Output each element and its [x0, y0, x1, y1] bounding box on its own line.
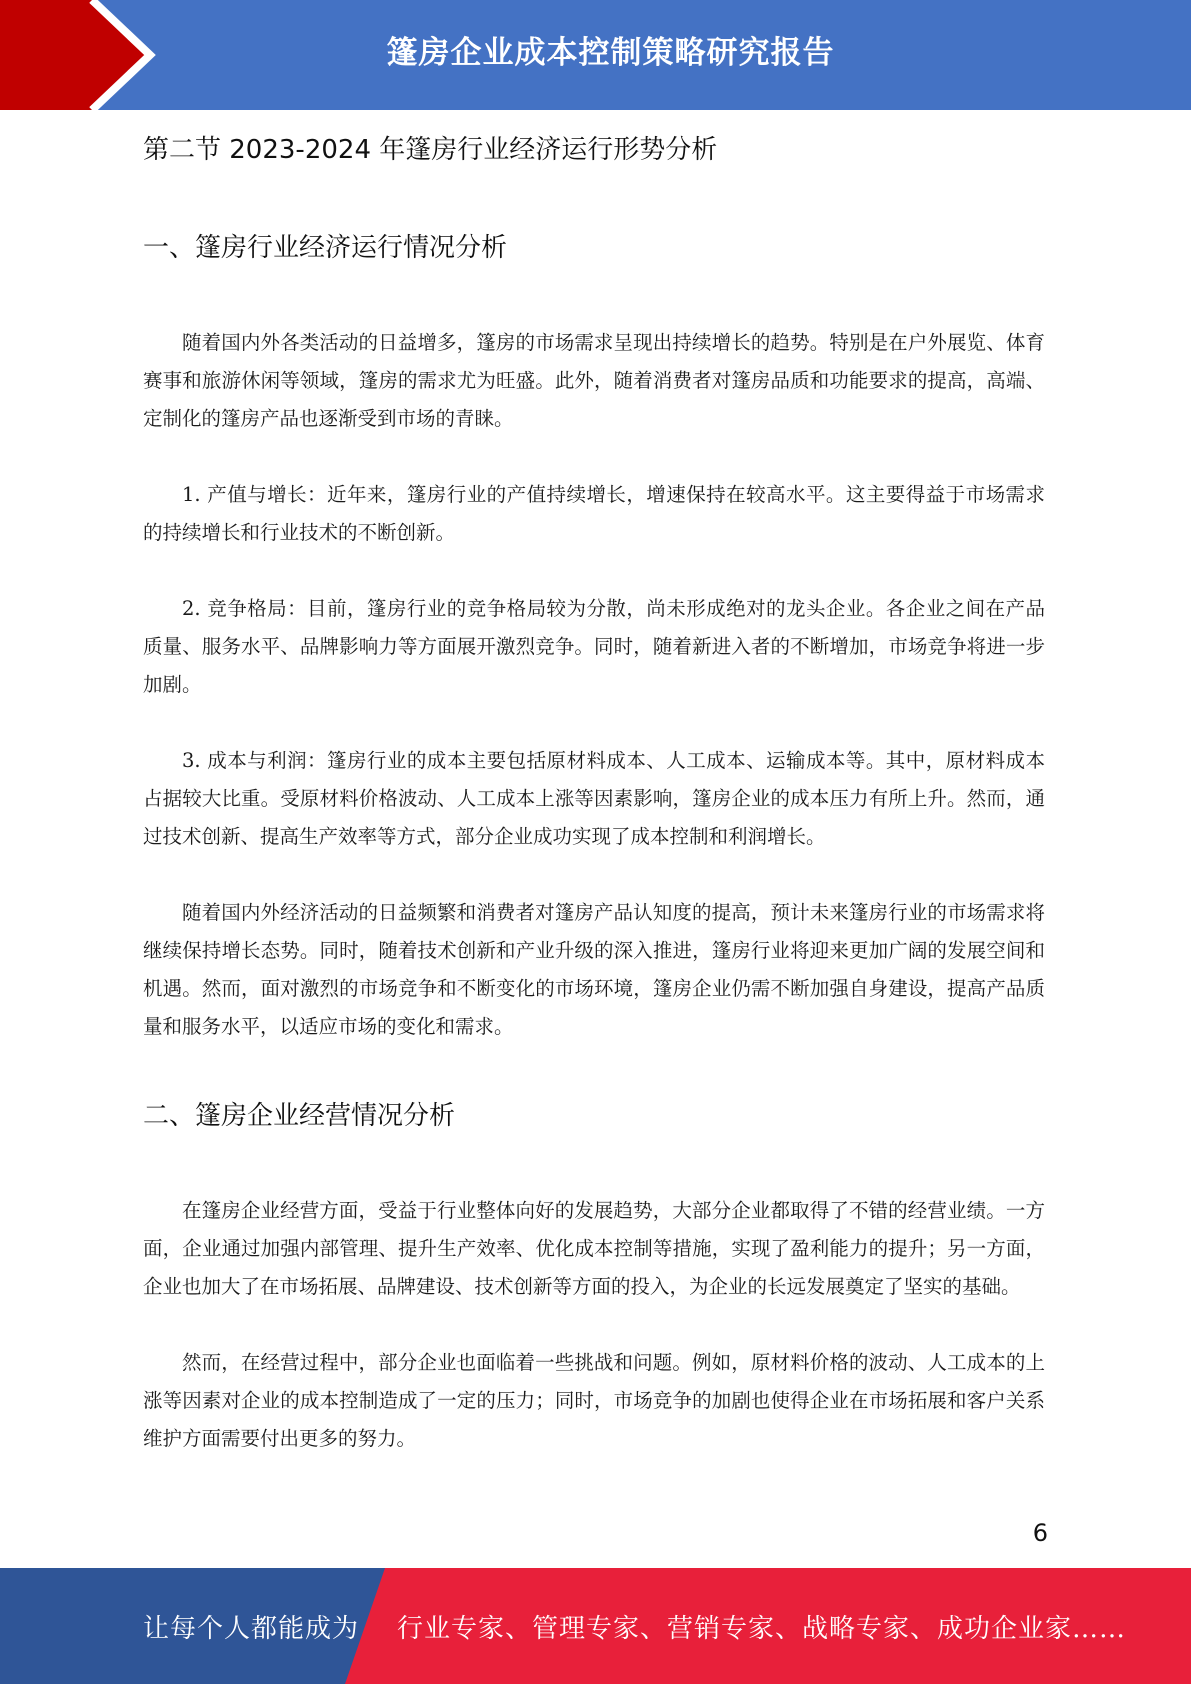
paragraph: 2. 竞争格局：目前，篷房行业的竞争格局较为分散，尚未形成绝对的龙头企业。各企业之间在产品质量、服务水平、品牌影响力等方面展开激烈竞争。同时，随着新进入者的不断增加，市场竞争将进一步加剧。	[143, 597, 1045, 696]
paragraph: 1. 产值与增长：近年来，篷房行业的产值持续增长，增速保持在较高水平。这主要得益于市场需求的持续增长和行业技术的不断创新。	[143, 483, 1045, 544]
footer-slogan-left: 让每个人都能成为	[143, 1614, 360, 1644]
report-title: 篷房企业成本控制策略研究报告	[386, 35, 835, 71]
paragraph: 然而，在经营过程中，部分企业也面临着一些挑战和问题。例如，原材料价格的波动、人工成本的上涨等因素对企业的成本控制造成了一定的压力；同时，市场竞争的加剧也使得企业在市场拓展和客户关系维护方面需要付出更多的努力。	[143, 1351, 1045, 1450]
part2-heading: 二、篷房企业经营情况分析	[143, 1101, 456, 1131]
paragraph: 随着国内外各类活动的日益增多，篷房的市场需求呈现出持续增长的趋势。特别是在户外展览、体育赛事和旅游休闲等领域，篷房的需求尤为旺盛。此外，随着消费者对篷房品质和功能要求的提高，高端、定制化的篷房产品也逐渐受到市场的青睐。	[143, 331, 1045, 430]
header-banner	[0, 0, 1191, 110]
main-content	[143, 130, 1045, 1496]
paragraph: 3. 成本与利润：篷房行业的成本主要包括原材料成本、人工成本、运输成本等。其中，原材料成本占据较大比重。受原材料价格波动、人工成本上涨等因素影响，篷房企业的成本压力有所上升。然而，通过技术创新、提高生产效率等方式，部分企业成功实现了成本控制和利润增长。	[143, 749, 1045, 848]
section-title: 第二节 2023-2024 年篷房行业经济运行形势分析	[143, 135, 718, 165]
paragraph: 在篷房企业经营方面，受益于行业整体向好的发展趋势，大部分企业都取得了不错的经营业绩。一方面，企业通过加强内部管理、提升生产效率、优化成本控制等措施，实现了盈利能力的提升；另一方面，企业也加大了在市场拓展、品牌建设、技术创新等方面的投入，为企业的长远发展奠定了坚实的基础。	[143, 1199, 1045, 1298]
footer-slogan-right: 行业专家、管理专家、营销专家、战略专家、成功企业家……	[397, 1614, 1127, 1644]
paragraph: 随着国内外经济活动的日益频繁和消费者对篷房产品认知度的提高，预计未来篷房行业的市场需求将继续保持增长态势。同时，随着技术创新和产业升级的深入推进，篷房行业将迎来更加广阔的发展空间和机遇。然而，面对激烈的市场竞争和不断变化的市场环境，篷房企业仍需不断加强自身建设，提高产品质量和服务水平，以适应市场的变化和需求。	[143, 901, 1045, 1038]
footer-banner	[0, 1568, 1191, 1684]
page-number: 6	[1032, 1519, 1048, 1547]
part1-heading: 一、篷房行业经济运行情况分析	[143, 233, 508, 263]
